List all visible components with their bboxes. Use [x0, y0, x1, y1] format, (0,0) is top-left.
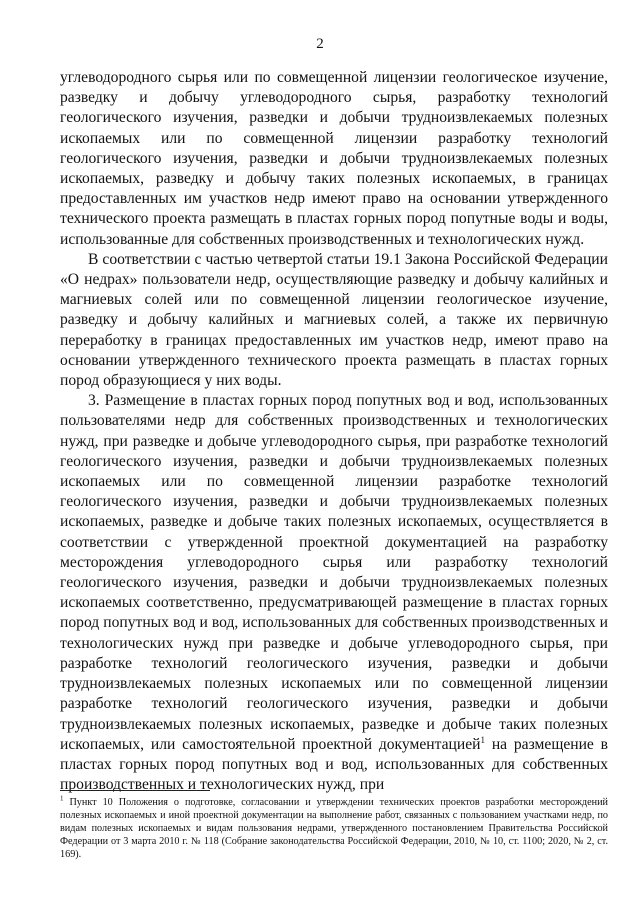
footnote-mark: 1 — [60, 794, 64, 803]
page-number: 2 — [316, 36, 324, 52]
paragraph-item-3-text-end: на размещение в пластах горных пород попутных вод и вод, использованных для собственных производственных и технологических нужд, при — [60, 735, 609, 794]
paragraph-item-3 — [60, 391, 608, 795]
paragraph-article-19-1: В соответствии с частью четвертой статьи 19.1 Закона Российской Федерации «О недрах» пользователи недр, осуществляющие разведку и добычу калийных и магниевых солей или по совмещенной лицензии геологическое изучение, разведку и добычу калийных и магниевых солей, а также их первичную переработку в границах предоставленных им участков недр, имеют право на основании утвержденного технического проекта размещать в пластах горных пород образующиеся у них воды. — [60, 250, 608, 390]
document-body — [60, 68, 608, 795]
footnote-separator — [60, 790, 210, 791]
paragraph-item-3-text: 3. Размещение в пластах горных пород попутных вод и вод, использованных пользователями недр для собственных производственных и технологических нужд, при разведке и добыче углеводородного сырья, при разработке технологий геологического изучения, разведки и добычи трудноизвлекаемых полезных ископаемых или по совмещенной лицензии разработке технологий геологического изучения, разведки и добычи трудноизвлекаемых полезных ископаемых, разведке и добыче таких полезных ископаемых, осуществляется в соответствии с утвержденной проектной документацией на разработку месторождения углеводородного сырья или разработку технологий геологического изучения, разведки и добычи трудноизвлекаемых полезных ископаемых соответственно, предусматривающей размещение в пластах горных пород попутных вод и вод, использованных для собственных производственных и технологических нужд при разведке и добыче углеводородного сырья, при разработке технологий геологического изучения, разведки и добычи трудноизвлекаемых полезных ископаемых или по совмещенной лицензии разработке технологий геологического изучения, разведки и добычи трудноизвлекаемых полезных ископаемых, разведке и добыче таких полезных ископаемых, или самостоятельной проектной документацией — [60, 392, 608, 753]
paragraph-continuation: углеводородного сырья или по совмещенной лицензии геологическое изучение, разведку и добычу углеводородного сырья, разработку технологий геологического изучения, разведки и добычи трудноизвлекаемых полезных ископаемых или по совмещенной лицензии разработку технологий геологического изучения, разведки и добычи трудноизвлекаемых полезных ископаемых, разведку и добычу таких полезных ископаемых, в границах предоставленных им участков недр имеют право на основании утвержденного технического проекта размещать в пластах горных пород попутные воды и воды, использованные для собственных производственных и технологических нужд. — [60, 69, 608, 248]
footnote — [60, 796, 608, 861]
footnote-text: Пункт 10 Положения о подготовке, согласовании и утверждении технических проектов разработки месторождений полезных ископаемых и иной проектной документации на выполнение работ, связанных с пользованием участками недр, по видам полезных ископаемых и видам пользования недрами, утвержденного постановлением Правительства Российской Федерации от 3 марта 2010 г. № 118 (Собрание законодательства Российской Федерации, 2010, № 10, ст. 1100; 2020, № 2, ст. 169). — [60, 797, 608, 860]
footnote-reference: 1 — [480, 734, 486, 745]
